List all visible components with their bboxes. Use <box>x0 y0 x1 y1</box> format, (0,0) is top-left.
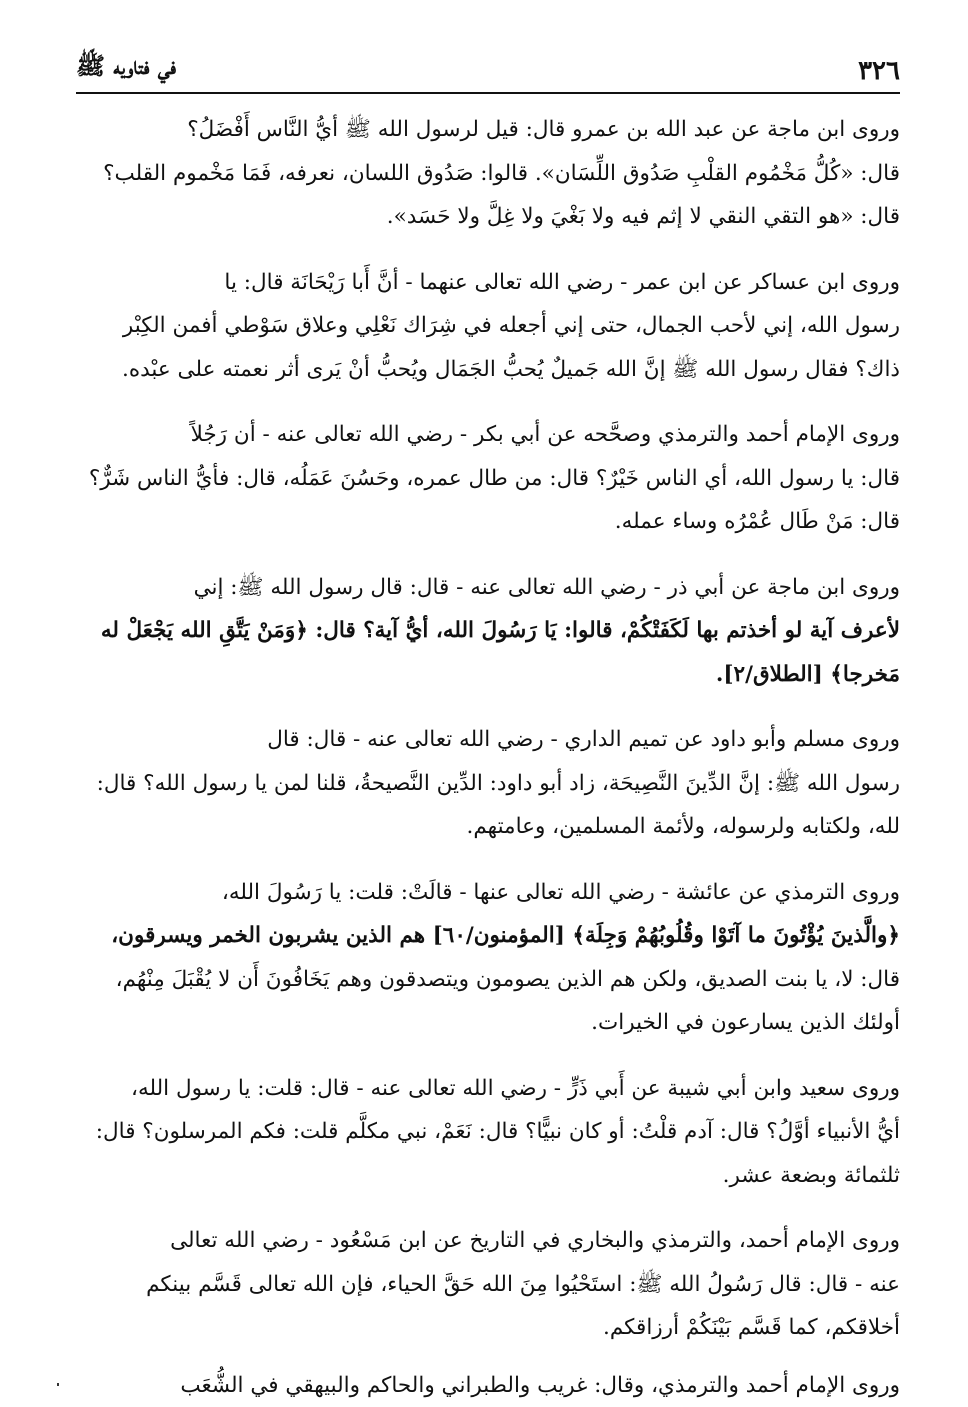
text-line: أخلاقكم، كما قَسَّم بَيْنَكُمْ أرزاقكم. <box>603 1315 900 1340</box>
text-line: ثلثمائة وبضعة عشر. <box>722 1162 900 1188</box>
text-line: ذاك؟ فقال رسول الله ﷺ إنَّ الله جَميلٌ يُحبُّ الجَمَال ويُحبُّ أنْ يَرى أثر نعمته على عبْده. <box>122 356 900 382</box>
text-line: وروى الإمام أحمد والترمذي، وقال: غريب والطبراني والحاكم والبيهقي في الشُّعَب <box>180 1372 900 1398</box>
paragraph-9 <box>76 1364 900 1407</box>
text-line: قال: لا، يا بنت الصديق، ولكن هم الذين يصومون ويتصدقون وهم يَخَافُونَ أَن لا يُقْبَلَ مِنْهُم، <box>115 966 900 992</box>
text-line: وروى ابن ماجة عن أبي ذر - رضي الله تعالى عنه - قال: قال رسول الله ﷺ: إني <box>193 574 900 600</box>
paragraph-2 <box>76 261 900 392</box>
text-line: وروى ابن ماجة عن عبد الله بن عمرو قال: قيل لرسول الله ﷺ أيُّ النَّاس أَفْضَلُ؟ <box>187 117 900 142</box>
text-line: لله، ولكتابه ولرسوله، ولأئمة المسلمين، وعامتهم. <box>466 814 900 839</box>
paragraph-7 <box>76 1067 900 1198</box>
paragraph-8 <box>76 1219 900 1350</box>
text-line: قال: يا رسول الله، أي الناس خَيْرٌ؟ قال: من طال عمره، وحَسُنَ عَمَلُه، قال: فأيُّ الناس شَرٌّ؟ <box>88 465 900 491</box>
text-line-with-verse: ﴿والَّذينَ يُؤْتُونَ ما آتَوْا وقُلُوبُهُمْ وَجِلَة﴾ [المؤمنون/٦٠] هم الذين يشربون الخمر ويسرقون، <box>111 923 900 948</box>
text-line: رسول الله ﷺ: إنَّ الدِّينَ النَّصِيحَة، زاد أبو داود: الدِّين النَّصيحةُ، قلنا لمن يا رسول الله؟ قال: <box>96 770 900 796</box>
paragraph-3 <box>76 413 900 544</box>
text-line: وروى مسلم وأبو داود عن تميم الداري - رضي الله تعالى عنه - قال: قال <box>267 727 900 752</box>
text-line: أولئك الذين يسارعون في الخيرات. <box>591 1010 900 1035</box>
book-page <box>76 48 900 1398</box>
text-line-with-verse: مَخرجا﴾ [الطلاق/٢]. <box>715 661 900 687</box>
page-header <box>76 48 900 94</box>
paragraph-5 <box>76 718 900 849</box>
stray-ink-mark <box>57 1383 59 1386</box>
text-line: عنه - قال: قال رَسُولُ الله ﷺ: استَحْيُوا مِنَ الله حَقَّ الحياء، فإن الله تعالى قَسَّم بينكم <box>146 1271 900 1297</box>
running-title: في فتاويه ﷺ <box>76 51 176 80</box>
text-line: وروى سعيد وابن أبي شيبة عن أَبي ذَرٍّ - رضي الله تعالى عنه - قال: قلت: يا رسول الله، <box>131 1075 900 1101</box>
paragraph-1 <box>76 108 900 239</box>
paragraph-4 <box>76 566 900 697</box>
text-line: وروى الإمام أحمد، والترمذي والبخاري في التاريخ عن ابن مَسْعُود - رضي الله تعالى <box>170 1228 900 1253</box>
text-line: قال: «هو التقي النقي لا إثم فيه ولا بَغْيَ ولا غِلَّ ولا حَسَد». <box>386 204 900 229</box>
text-line: رسول الله، إني لأحب الجمال، حتى إني أجعله في شِرَاك نَعْلِي وعلاق سَوْطي أفمن الكِبْر <box>122 313 900 338</box>
text-line: وروى الإمام أحمد والترمذي وصحَّحه عن أبي بكر - رضي الله تعالى عنه - أن رَجُلاً <box>190 422 900 447</box>
text-line: وروى ابن عساكر عن ابن عمر - رضي الله تعالى عنهما - أنَّ أَبا رَيْحَانَة قال: يا <box>224 269 900 295</box>
paragraph-6 <box>76 871 900 1045</box>
text-line: قال: مَنْ طَال عُمْرُه وساء عمله. <box>614 509 900 534</box>
text-line: أيُّ الأنبياء أوَّلُ؟ قال: آدم قلْتُ: أو كان نبيًّا؟ قال: نَعَمْ، نبي مكلَّم قلت: فكم المرسلون؟ قال: <box>95 1119 900 1144</box>
page-number: ٣٢٦ <box>858 56 900 86</box>
text-line: وروى الترمذي عن عائشة - رضي الله تعالى عنها - قالَتْ: قلت: يا رَسُولَ الله، <box>221 879 900 905</box>
page-body <box>76 108 900 1407</box>
text-line-with-verse: لأعرف آية لو أخذتم بها لَكَفَتْكُمْ، قالوا: يَا رَسُولَ الله، أيُّ آية؟ قال: ﴿وَمَنْ يَتَّقِ الله يَجْعَلْ له <box>100 618 900 643</box>
text-line: قال: «كُلُّ مَخْمُوم القلْبِ صَدُوق اللِّسَان». قالوا: صَدُوق اللسان، نعرفه، فَمَا مَخْموم القلب؟ <box>103 160 900 186</box>
